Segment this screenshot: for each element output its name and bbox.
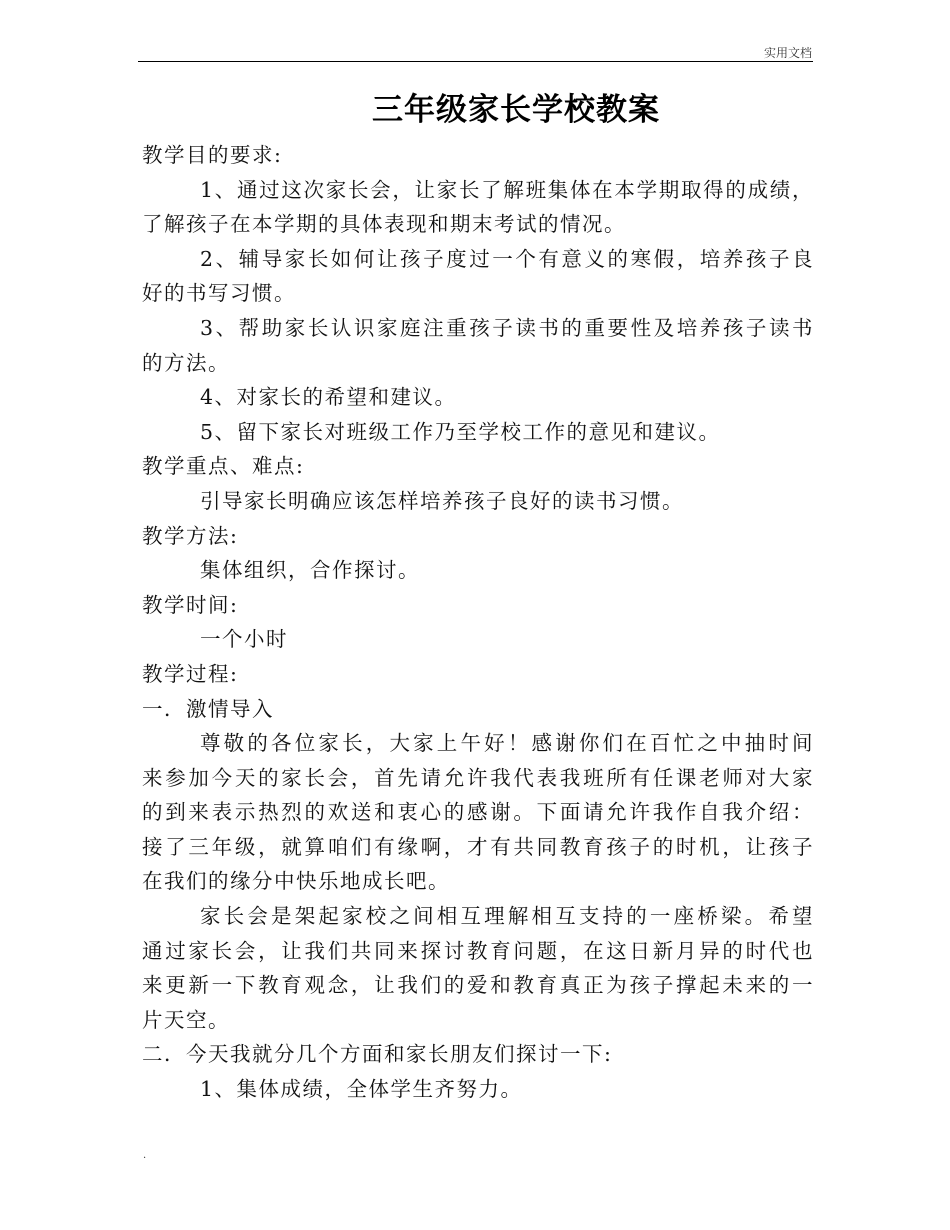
para-1-line-1: 尊敬的各位家长，大家上午好！感谢你们在百忙之中抽时间 bbox=[200, 731, 814, 756]
goal-1-line-1: 1、通过这次家长会，让家长了解班集体在本学期取得的成绩， bbox=[200, 177, 814, 202]
goal-item-3 bbox=[142, 311, 814, 380]
time-text: 一个小时 bbox=[200, 627, 288, 652]
para-2-line-2: 通过家长会，让我们共同来探讨教育问题，在这日新月异的时代也 bbox=[142, 938, 814, 963]
para-1-line-2: 来参加今天的家长会，首先请允许我代表我班所有任课老师对大家 bbox=[142, 765, 814, 790]
goal-3-line-2: 的方法。 bbox=[142, 350, 230, 375]
header-divider bbox=[138, 61, 813, 62]
method-text: 集体组织，合作探讨。 bbox=[200, 558, 420, 583]
para-1-line-4: 接了三年级，就算咱们有缘啊，才有共同教育孩子的时机，让孩子 bbox=[142, 834, 814, 859]
goal-3-line-1: 3、帮助家长认识家庭注重孩子读书的重要性及培养孩子读书 bbox=[200, 315, 814, 340]
goal-2-line-2: 好的书写习惯。 bbox=[142, 281, 296, 306]
goal-5: 5、留下家长对班级工作乃至学校工作的意见和建议。 bbox=[200, 419, 721, 444]
document-body bbox=[142, 138, 814, 1107]
discussion-item-1: 1、集体成绩，全体学生齐努力。 bbox=[200, 1077, 523, 1102]
para-1-line-5: 在我们的缘分中快乐地成长吧。 bbox=[142, 869, 450, 894]
key-points-text: 引导家长明确应该怎样培养孩子良好的读书习惯。 bbox=[200, 488, 684, 513]
goal-4: 4、对家长的希望和建议。 bbox=[200, 385, 457, 410]
goal-item-2 bbox=[142, 242, 814, 311]
part-1-heading: 一．激情导入 bbox=[142, 696, 274, 721]
process-heading: 教学过程: bbox=[142, 661, 239, 686]
goal-1-line-2: 了解孩子在本学期的具体表现和期末考试的情况。 bbox=[142, 212, 626, 237]
para-2-line-4: 片天空。 bbox=[142, 1007, 230, 1032]
para-2-line-3: 来更新一下教育观念，让我们的爱和教育真正为孩子撑起未来的一 bbox=[142, 973, 814, 998]
intro-paragraph-2 bbox=[142, 899, 814, 1037]
key-points-heading: 教学重点、难点: bbox=[142, 454, 305, 479]
goal-item-1 bbox=[142, 173, 814, 242]
method-heading: 教学方法: bbox=[142, 523, 239, 548]
para-1-line-3: 的到来表示热烈的欢送和衷心的感谢。下面请允许我作自我介绍： bbox=[142, 800, 814, 825]
footer-mark: . bbox=[143, 1150, 147, 1161]
para-2-line-1: 家长会是架起家校之间相互理解相互支持的一座桥梁。希望 bbox=[200, 904, 814, 929]
intro-paragraph-1 bbox=[142, 726, 814, 899]
part-2-heading: 二．今天我就分几个方面和家长朋友们探讨一下: bbox=[142, 1042, 613, 1067]
time-heading: 教学时间: bbox=[142, 592, 239, 617]
page-header-label: 实用文档 bbox=[763, 46, 812, 60]
goals-heading: 教学目的要求: bbox=[142, 143, 283, 167]
document-title: 三年级家长学校教案 bbox=[372, 92, 660, 128]
goal-2-line-1: 2、辅导家长如何让孩子度过一个有意义的寒假，培养孩子良 bbox=[200, 246, 814, 271]
